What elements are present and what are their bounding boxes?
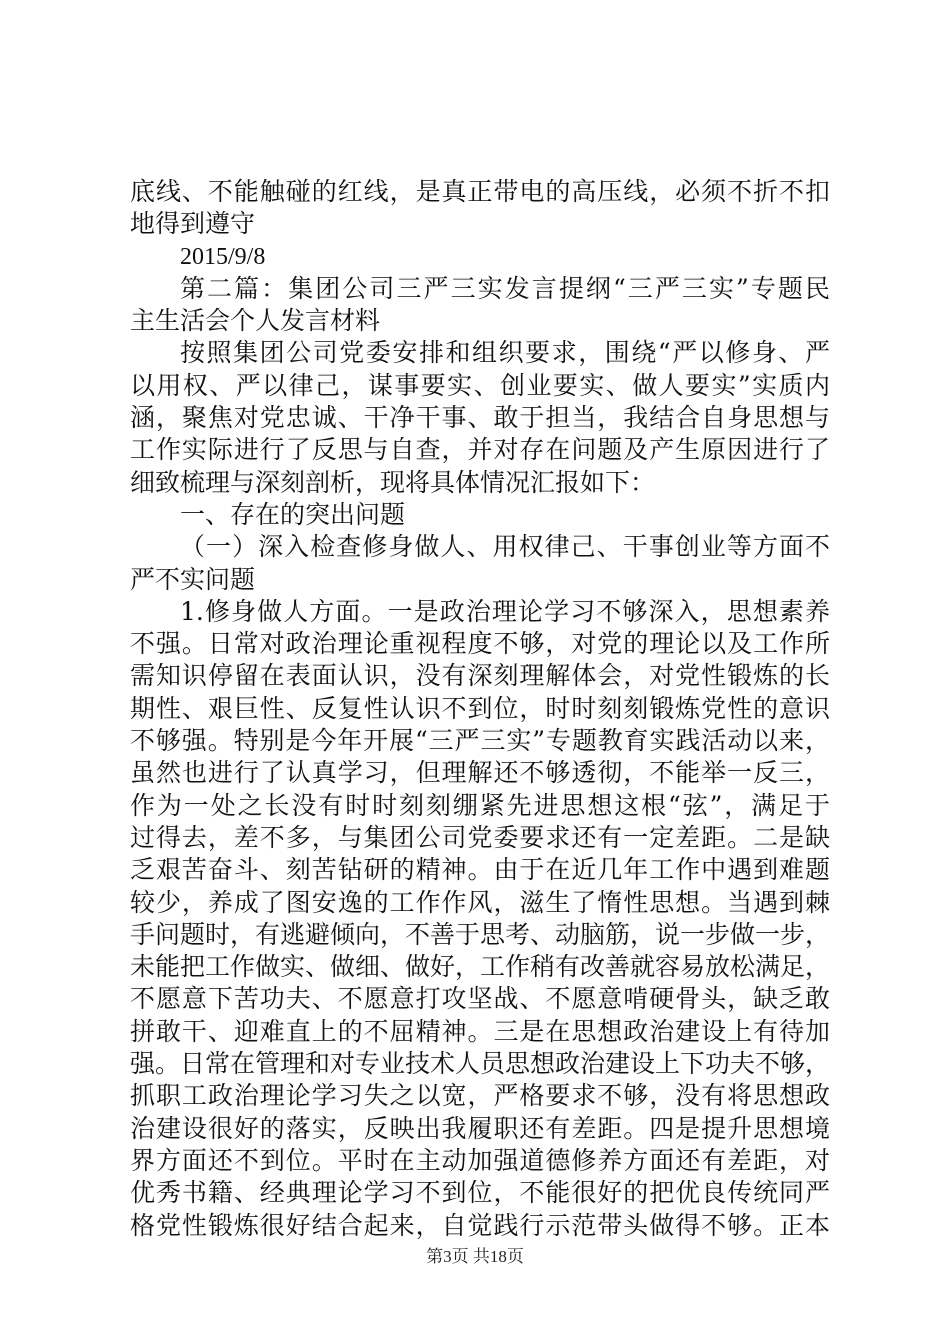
text-line: 不愿意下苦功夫、不愿意打攻坚战、不愿意啃硬骨头，缺乏敢 xyxy=(130,984,830,1014)
page-footer: 第3页 共18页 xyxy=(426,1247,524,1266)
text-line: 底线、不能触碰的红线，是真正带电的高压线，必须不折不扣 xyxy=(130,177,830,206)
text-line: 抓职工政治理论学习失之以宽，严格要求不够，没有将思想政 xyxy=(130,1081,830,1111)
text-line: 作为一处之长没有时时刻刻绷紧先进思想这根“弦”，满足于 xyxy=(130,790,830,820)
text-line: 未能把工作做实、做细、做好，工作稍有改善就容易放松满足， xyxy=(130,952,830,982)
text-line: 2015/9/8 xyxy=(180,243,266,270)
text-line: 强。日常在管理和对专业技术人员思想政治建设上下功夫不够， xyxy=(130,1049,830,1079)
text-line: 一、存在的突出问题 xyxy=(180,499,406,529)
text-line: 期性、艰巨性、反复性认识不到位，时时刻刻锻炼党性的意识 xyxy=(130,693,830,723)
text-line: 界方面还不到位。平时在主动加强道德修养方面还有差距，对 xyxy=(130,1145,830,1175)
text-line: 1.修身做人方面。一是政治理论学习不够深入，思想素养 xyxy=(180,596,830,626)
text-line: （一）深入检查修身做人、用权律己、干事创业等方面不 xyxy=(180,532,830,562)
text-line: 按照集团公司党委安排和组织要求，围绕“严以修身、严 xyxy=(180,338,830,368)
text-line: 治建设很好的落实，反映出我履职还有差距。四是提升思想境 xyxy=(130,1113,830,1143)
text-line: 工作实际进行了反思与自查，并对存在问题及产生原因进行了 xyxy=(130,435,830,465)
text-line: 细致梳理与深刻剖析，现将具体情况汇报如下： xyxy=(130,467,656,497)
text-line: 虽然也进行了认真学习，但理解还不够透彻，不能举一反三， xyxy=(130,758,830,788)
text-line: 严不实问题 xyxy=(130,564,256,594)
text-line: 不强。日常对政治理论重视程度不够，对党的理论以及工作所 xyxy=(130,629,830,659)
text-line: 拼敢干、迎难直上的不屈精神。三是在思想政治建设上有待加 xyxy=(130,1016,830,1046)
text-line: 格党性锻炼很好结合起来，自觉践行示范带头做得不够。正本 xyxy=(130,1210,830,1240)
text-line: 以用权、严以律己，谋事要实、创业要实、做人要实”实质内 xyxy=(130,370,830,400)
text-line: 手问题时，有逃避倾向，不善于思考、动脑筋，说一步做一步， xyxy=(130,919,830,949)
text-line: 不够强。特别是今年开展“三严三实”专题教育实践活动以来， xyxy=(130,726,830,756)
text-line: 优秀书籍、经典理论学习不到位，不能很好的把优良传统同严 xyxy=(130,1178,830,1208)
text-line: 较少，养成了图安逸的工作作风，滋生了惰性思想。当遇到棘 xyxy=(130,887,830,917)
document-body xyxy=(130,176,830,1242)
text-line: 涵，聚焦对党忠诚、干净干事、敢于担当，我结合自身思想与 xyxy=(130,403,830,433)
text-line: 过得去，差不多，与集团公司党委要求还有一定差距。二是缺 xyxy=(130,822,830,852)
text-line: 第二篇：集团公司三严三实发言提纲“三严三实”专题民 xyxy=(180,273,830,303)
text-line: 地得到遵守 xyxy=(130,209,256,239)
text-line: 主生活会个人发言材料 xyxy=(130,306,381,336)
text-line: 需知识停留在表面认识，没有深刻理解体会，对党性锻炼的长 xyxy=(130,661,830,691)
text-line: 乏艰苦奋斗、刻苦钻研的精神。由于在近几年工作中遇到难题 xyxy=(130,855,830,885)
